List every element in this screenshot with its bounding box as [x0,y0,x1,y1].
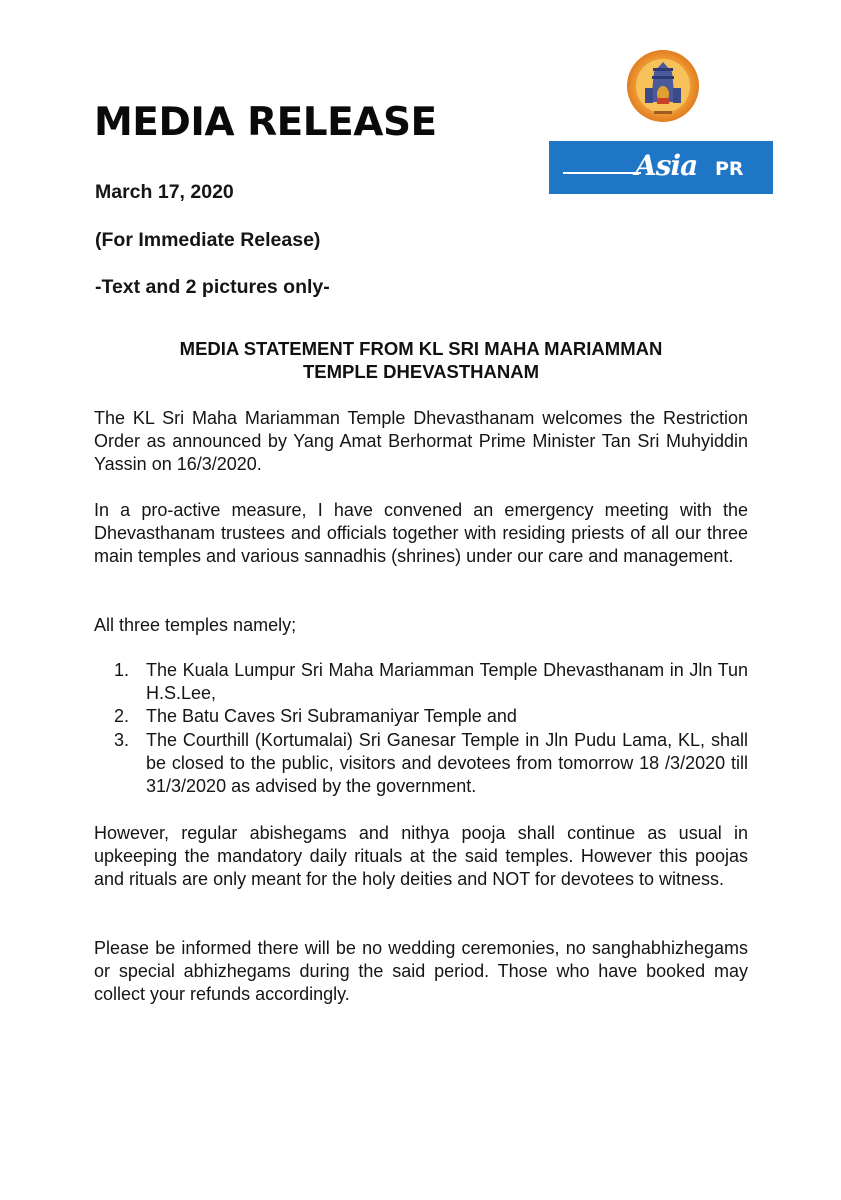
asia-pr-logo [549,141,773,194]
contents-note: -Text and 2 pictures only- [95,276,330,298]
asia-pr-script-word: Asia [635,149,698,182]
release-date: March 17, 2020 [95,181,234,203]
temple-emblem-logo [626,44,700,128]
list-item-text: The Batu Caves Sri Subramaniyar Temple and [146,706,517,727]
statement-heading [94,337,748,383]
temple-emblem-icon [626,44,700,128]
statement-heading-line1: MEDIA STATEMENT FROM KL SRI MAHA MARIAMMAN [179,338,663,359]
document-title: MEDIA RELEASE [94,100,437,145]
release-note: (For Immediate Release) [95,229,321,251]
paragraph-refunds: Please be informed there will be no wedding ceremonies, no sanghabhizhegams or special abhizhegams during the said period. Those who have booked may collect your refunds accordingly. [94,938,748,1005]
paragraph-rituals: However, regular abishegams and nithya pooja shall continue as usual in upkeeping the mandatory daily rituals at the said temples. However this poojas and rituals are only meant for the holy deities and NOT for devotees to witness. [94,823,748,890]
list-number: 2. [114,706,130,727]
logo-swoosh-line [563,172,641,174]
paragraph-temples-intro: All three temples namely; [94,615,297,635]
list-item-text: The Kuala Lumpur Sri Maha Mariamman Temple Dhevasthanam in Jln Tun H.S.Lee, [146,660,748,704]
list-number: 3. [114,729,130,750]
list-item-text: The Courthill (Kortumalai) Sri Ganesar Temple in Jln Pudu Lama, KL, shall be closed to the public, visitors and devotees from tomorrow 18 /3/2020 till 31/3/2020 as advised by the government. [146,729,748,797]
temple-list-item [104,729,748,799]
temple-list-item [104,705,748,728]
asia-pr-suffix: PR [715,158,744,180]
temple-list-item [104,659,748,705]
temples-list [104,659,748,798]
statement-heading-line2: TEMPLE DHEVASTHANAM [302,361,540,382]
list-number: 1. [114,660,130,680]
paragraph-emergency-meeting: In a pro-active measure, I have convened an emergency meeting with the Dhevasthanam trustees and officials together with residing priests of all our three main temples and various sannadhis (shrines) under our care and management. [94,500,748,567]
paragraph-welcome: The KL Sri Maha Mariamman Temple Dhevasthanam welcomes the Restriction Order as announced by Yang Amat Berhormat Prime Minister Tan Sri Muhyiddin Yassin on 16/3/2020. [94,408,748,475]
